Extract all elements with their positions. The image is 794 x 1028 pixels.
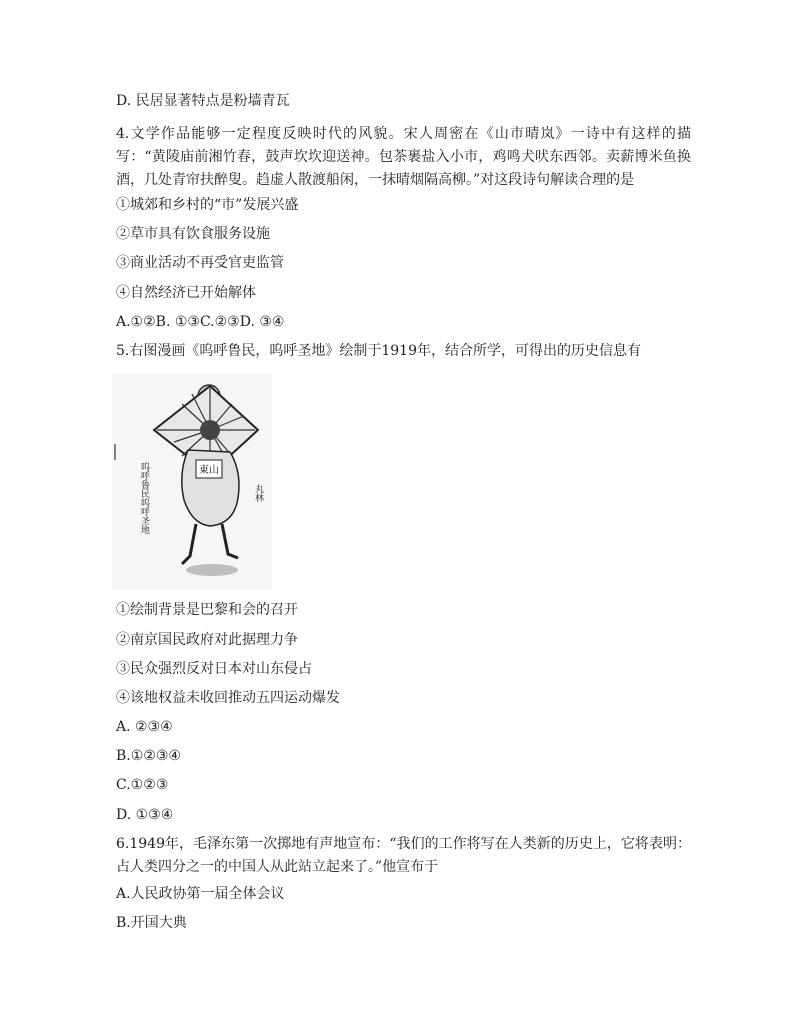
q5-item-4: ④该地权益未收回推动五四运动爆发	[116, 690, 340, 706]
cartoon-inscription: 呜呼鲁民呜呼圣地	[139, 462, 149, 534]
q3-option-d: D. 民居显著特点是粉墙青瓦	[116, 93, 290, 109]
q5-option-d: D. ①③④	[116, 807, 174, 823]
q5-option-c: C.①②③	[116, 777, 169, 793]
q5-item-1: ①绘制背景是巴黎和会的召开	[116, 602, 298, 618]
q4-item-2: ②草市具有饮食服务设施	[116, 226, 270, 242]
q6-option-a: A.人民政协第一届全体会议	[116, 886, 285, 902]
q6-option-b: B.开国大典	[116, 915, 187, 931]
q4-item-4: ④自然经济已开始解体	[116, 285, 256, 301]
q5-option-a: A. ②③④	[116, 719, 173, 735]
q4-item-1: ①城郊和乡村的“市”发展兴盛	[116, 197, 299, 213]
q5-item-3: ③民众强烈反对日本对山东侵占	[116, 661, 312, 677]
q5-option-b: B.①②③④	[116, 748, 181, 764]
q4-options: A.①②B. ①③C.②③D. ③④	[116, 314, 285, 330]
q6-stem: 6.1949年，毛泽东第一次掷地有声地宣布：“我们的工作将写在人类新的历史上，它将表明：占人类四分之一的中国人从此站立起来了。”他宣布于	[116, 836, 691, 875]
cartoon-signature: 丸林	[253, 484, 263, 502]
q4-item-3: ③商业活动不再受官吏监管	[116, 255, 284, 271]
q5-stem: 5.右图漫画《呜呼鲁民，呜呼圣地》绘制于1919年，结合所学，可得出的历史信息有	[116, 343, 641, 359]
q5-item-2: ②南京国民政府对此据理力争	[116, 632, 298, 648]
cartoon-image	[112, 374, 272, 589]
q4-stem: 4.文学作品能够一定程度反映时代的风貌。宋人周密在《山市晴岚》一诗中有这样的描写：“黄陵庙前湘竹春，鼓声坎坎迎送神。包茶裹盐入小市，鸡鸣犬吠东西邻。卖薪博米鱼换酒，几处青帘扶醉叟。趋虚人散渡船闲，一抹晴烟隔高柳。”对这段诗句解读合理的是	[116, 126, 691, 188]
cartoon-bag-label: 東山	[199, 465, 219, 476]
